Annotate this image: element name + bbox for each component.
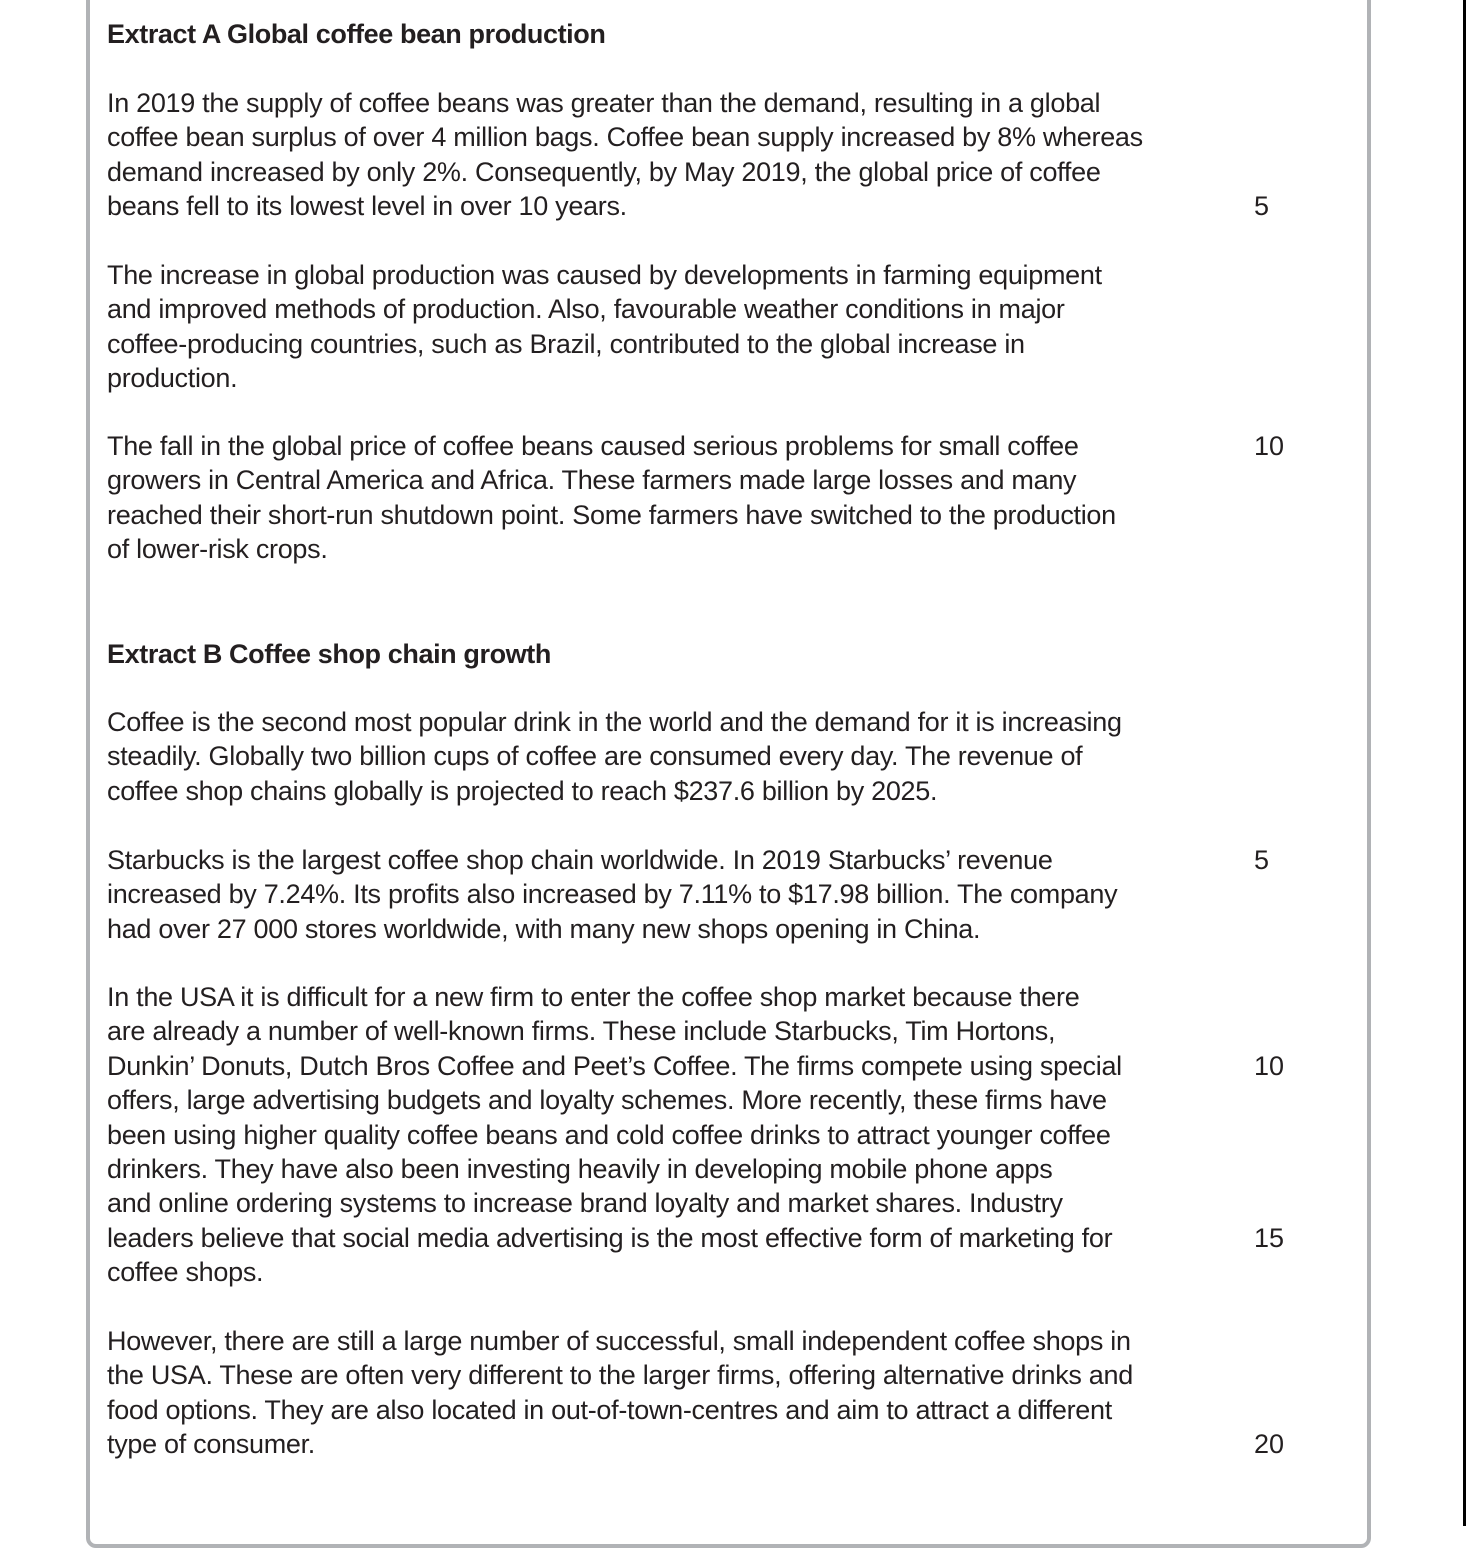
text-line: food options. They are also located in out-of-town-centres and aim to attract a different [107, 1394, 1112, 1425]
text-line: The increase in global production was caused by developments in farming equipment [107, 260, 1102, 290]
text-line: been using higher quality coffee beans and cold coffee drinks to attract younger coffee [107, 1119, 1111, 1150]
line-number: 15 [1254, 1223, 1285, 1253]
extract-b-paragraph-2 [107, 843, 1117, 946]
text-line: growers in Central America and Africa. These farmers made large losses and many [107, 465, 1077, 496]
extract-a-heading: Extract A Global coffee bean production [107, 19, 606, 49]
text-line: coffee shop chains globally is projected to reach $237.6 billion by 2025. [107, 775, 938, 806]
extract-b-paragraph-4 [107, 1324, 1133, 1462]
text-line: reached their short-run shutdown point. Some farmers have switched to the production [107, 499, 1116, 530]
text-line: had over 27 000 stores worldwide, with many new shops opening in China. [107, 913, 981, 944]
text-line: coffee bean surplus of over 4 million bags. Coffee bean supply increased by 8% whereas [107, 122, 1143, 153]
line-number: 5 [1254, 191, 1270, 221]
line-number: 5 [1254, 845, 1270, 875]
text-line: coffee-producing countries, such as Brazil, contributed to the global increase in [107, 328, 1025, 359]
extract-b-heading: Extract B Coffee shop chain growth [107, 639, 551, 669]
text-line: are already a number of well-known firms. These include Starbucks, Tim Hortons, [107, 1016, 1056, 1047]
extract-a-paragraph-1 [107, 86, 1143, 224]
text-line: However, there are still a large number of successful, small independent coffee shops in [107, 1326, 1131, 1356]
line-number: 20 [1254, 1429, 1285, 1459]
text-line: and improved methods of production. Also, favourable weather conditions in major [107, 294, 1065, 325]
text-line: In the USA it is difficult for a new firm to enter the coffee shop market because there [107, 982, 1080, 1012]
text-line: and online ordering systems to increase brand loyalty and market shares. Industry [107, 1188, 1063, 1219]
text-line: The fall in the global price of coffee beans caused serious problems for small coffee [107, 431, 1079, 461]
text-line: drinkers. They have also been investing heavily in developing mobile phone apps [107, 1153, 1053, 1184]
extract-b-paragraph-1 [107, 705, 1122, 808]
text-line: Starbucks is the largest coffee shop chain worldwide. In 2019 Starbucks’ revenue [107, 845, 1053, 875]
text-line: demand increased by only 2%. Consequently, by May 2019, the global price of coffee [107, 156, 1101, 187]
text-line: leaders believe that social media advertising is the most effective form of marketing for [107, 1222, 1113, 1253]
text-line: coffee shops. [107, 1257, 264, 1288]
text-line: offers, large advertising budgets and loyalty schemes. More recently, these firms have [107, 1085, 1107, 1116]
extract-a-paragraph-3 [107, 429, 1116, 567]
text-line: Dunkin’ Donuts, Dutch Bros Coffee and Peet’s Coffee. The firms compete using special [107, 1050, 1122, 1081]
text-line: the USA. These are often very different to the larger firms, offering alternative drinks and [107, 1360, 1133, 1391]
text-line: type of consumer. [107, 1429, 316, 1460]
text-line: steadily. Globally two billion cups of coffee are consumed every day. The revenue of [107, 741, 1083, 772]
text-line: of lower-risk crops. [107, 534, 328, 565]
text-line: production. [107, 363, 238, 394]
text-line: increased by 7.24%. Its profits also increased by 7.11% to $17.98 billion. The company [107, 879, 1118, 910]
extract-b-paragraph-3 [107, 980, 1122, 1290]
text-line: Coffee is the second most popular drink in the world and the demand for it is increasing [107, 707, 1122, 737]
extract-a-paragraph-2 [107, 258, 1102, 396]
line-number: 10 [1254, 1051, 1285, 1081]
text-line: beans fell to its lowest level in over 10 years. [107, 191, 627, 222]
line-number: 10 [1254, 431, 1285, 461]
text-line: In 2019 the supply of coffee beans was greater than the demand, resulting in a global [107, 88, 1101, 118]
